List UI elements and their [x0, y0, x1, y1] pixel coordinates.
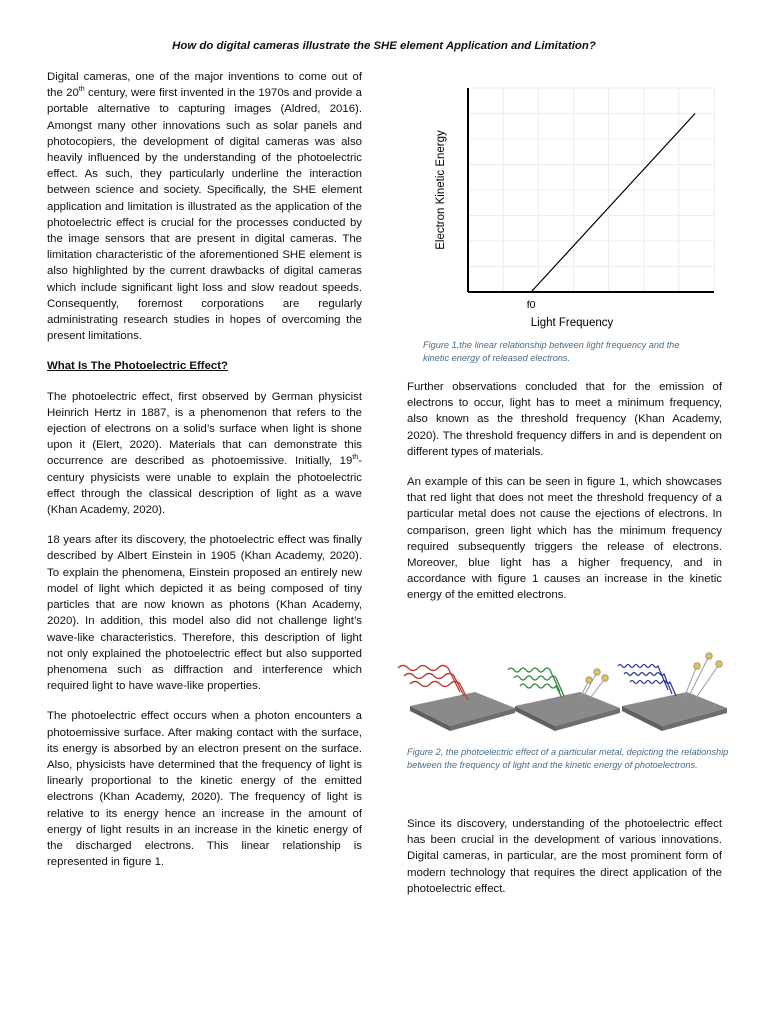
metal-plate-green — [515, 692, 620, 731]
right-column-lower — [407, 816, 722, 911]
left-column — [47, 69, 362, 884]
figure-1-caption: Figure 1,the linear relationship between light frequency and the kinetic energy of released electrons. — [423, 340, 680, 363]
section-heading: What Is The Photoelectric Effect? — [47, 360, 229, 373]
y-axis-label: Electron Kinetic Energy — [435, 130, 447, 250]
x-tick-label-f0: f0 — [526, 299, 536, 311]
mechanism-paragraph: The photoelectric effect occurs when a photon encounters a photoemissive surface. After making contact with the surface, its energy is absorbed by an electron present on the surface. Also, physicists have determined that the frequency of light is linearly proportional to the kinetic energy of the emitted electrons (Khan Academy, 2020). The frequency of light is relative to its energy hence an increase in the amount of energy of light results in an increase in the kinetic energy of the discharged electrons. This linear relationship is represented in figure 1. — [47, 710, 362, 869]
example-paragraph: An example of this can be seen in figure 1, which showcases that red light that does not meet the threshold frequency of a particular metal does not cause the ejections of electrons. In comparison, green light which has the minimum frequency required subsequently triggers the release of electrons. Moreover, blue light has a higher frequency, and in accordance with figure 1 causes an increase in the kinetic energy of the emitted electrons. — [407, 476, 722, 602]
data-line-kinetic-energy — [531, 114, 695, 293]
einstein-paragraph: 18 years after its discovery, the photoelectric effect was finally described by Albert Einstein in 1905 (Khan Academy, 2020). To explain the phenomena, Einstein proposed an entirely new model of light which depicted it as being composed of tiny particles that are now known as photons (Khan Academy, 2020). In addition, this model also did not challenge light’s wave-like characteristics. Therefore, this description of light not only explained the photoelectric effect but also supported phenomena such as diffraction and interference which required light to have wave-like properties. — [47, 534, 362, 693]
page-title: How do digital cameras illustrate the SHE element Application and Limitation? — [172, 40, 596, 52]
conclusion-paragraph: Since its discovery, understanding of the photoelectric effect has been crucial in the development of various innovations. Digital cameras, in particular, are the most prominent form of modern technology that requires the direct application of the photoelectric effect. — [407, 818, 722, 895]
red-light-waves — [398, 666, 468, 701]
figure-2-caption: Figure 2, the photoelectric effect of a particular metal, depicting the relationship between the frequency of light and the kinetic energy of photoelectrons. — [407, 747, 729, 770]
right-column-upper — [407, 379, 722, 618]
metal-plate-blue — [622, 692, 727, 731]
blue-electrons — [684, 653, 722, 698]
intro-paragraph: Digital cameras, one of the major inventions to come out of the 20th century, were first invented in the 1970s and provide a portable alternative to capturing images (Aldred, 2016). Amongst many other innovations such as solar panels and photocopiers, the development of digital cameras was also heavily influenced by the understanding of the photoelectric effect. As such, they particularly underline the interaction between science and society. Specifically, the SHE element application and limitation is illustrated as the application of the photoelectric effect is crucial for the processes conducted by the image sensors that are present in digital cameras. The limitation characteristic of the aforementioned SHE element is also highlighted by the current drawbacks of digital cameras which include significant light loss and slow readout speeds. Consequently, foremost corporations are regularly administrating research studies in hopes of overcoming the present limitations. — [47, 71, 363, 343]
blue-light-waves — [618, 665, 676, 697]
history-paragraph: The photoelectric effect, first observed by German physicist Heinrich Hertz in 1887, is a phenomenon that refers to the ejection of electrons on a solid’s surface when light is shone upon it (Elert, 2020). Materials that can demonstrate this occurrence are described as photoemissive. Initially, 19th-century physicists were unable to explain the photoelectric effect through the classical description of light as a wave (Khan Academy, 2020). — [47, 390, 362, 517]
green-electrons — [580, 669, 608, 698]
green-light-waves — [508, 668, 564, 698]
figure-1-chart — [422, 78, 722, 340]
threshold-paragraph: Further observations concluded that for the emission of electrons to occur, light has to meet a minimum frequency, also known as the threshold frequency (Khan Academy, 2020). The threshold frequency differs in and is dependent on different types of materials. — [407, 381, 722, 458]
metal-plate-red — [410, 692, 515, 731]
chart-grid — [468, 88, 714, 292]
figure-2-illustration — [390, 648, 735, 738]
x-axis-label: Light Frequency — [530, 317, 614, 329]
